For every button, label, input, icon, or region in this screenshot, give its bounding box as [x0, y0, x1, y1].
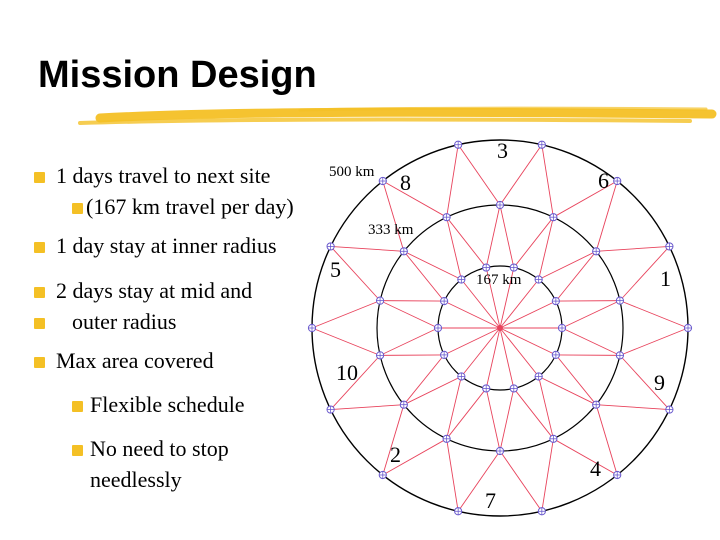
outer-radius-label: 500 km — [329, 164, 375, 180]
mid-site-marker — [443, 435, 450, 442]
route-segment — [444, 328, 500, 355]
bullet-text-5: outer radius — [72, 309, 177, 334]
route-number-4: 4 — [590, 456, 601, 481]
route-segment — [542, 145, 554, 217]
route-number-10: 10 — [336, 360, 358, 385]
bullet-text-6: Max area covered — [56, 348, 214, 373]
bullet-text-2: (167 km travel per day) — [86, 194, 294, 219]
route-segment — [500, 205, 514, 268]
mid-site-marker — [496, 201, 503, 208]
mid-site-marker — [376, 352, 383, 359]
outer-site-marker — [327, 243, 334, 250]
route-segment — [331, 246, 404, 251]
mid-site-marker — [550, 214, 557, 221]
inner-site-marker — [483, 264, 490, 271]
inner-site-marker — [552, 297, 559, 304]
route-segment — [596, 405, 669, 410]
mid-site-marker — [400, 248, 407, 255]
mid-site-marker — [593, 248, 600, 255]
inner-radius-label: 167 km — [476, 272, 522, 288]
route-segment — [500, 388, 514, 451]
outer-site-marker — [379, 471, 386, 478]
outer-site-marker — [614, 471, 621, 478]
outer-site-marker — [538, 141, 545, 148]
route-number-9: 9 — [654, 370, 665, 395]
mid-site-marker — [376, 297, 383, 304]
route-number-5: 5 — [330, 257, 341, 282]
inner-site-marker — [483, 385, 490, 392]
route-number-7: 7 — [485, 488, 496, 513]
route-segment — [620, 328, 688, 355]
route-segment — [486, 205, 500, 268]
route-segment — [539, 376, 597, 404]
route-segment — [500, 301, 556, 328]
outer-site-marker — [379, 177, 386, 184]
inner-site-marker — [535, 276, 542, 283]
inner-site-marker — [510, 264, 517, 271]
bullet-text-8-line-1: No need to stop — [90, 436, 229, 461]
bullet-text-1: 1 days travel to next site — [56, 163, 271, 188]
route-segment — [380, 301, 438, 328]
mid-site-marker — [616, 297, 623, 304]
mid-site-marker — [593, 401, 600, 408]
inner-site-marker — [510, 385, 517, 392]
outer-site-marker — [666, 406, 673, 413]
route-segment — [404, 251, 444, 301]
route-segment — [444, 301, 500, 328]
route-segment — [500, 328, 556, 355]
route-segment — [486, 388, 500, 451]
route-segment — [539, 251, 597, 279]
inner-site-marker — [552, 351, 559, 358]
inner-site-marker — [441, 297, 448, 304]
outer-site-marker — [308, 324, 315, 331]
route-segment — [556, 251, 596, 301]
route-number-1: 1 — [660, 266, 671, 291]
mid-site-marker — [443, 214, 450, 221]
route-number-8: 8 — [400, 170, 411, 195]
bullet-text-4: 2 days stay at mid and — [56, 278, 253, 303]
inner-site-marker — [458, 276, 465, 283]
mid-site-marker — [400, 401, 407, 408]
route-number-6: 6 — [598, 168, 609, 193]
route-segment — [620, 301, 688, 328]
center-start-point — [497, 325, 503, 331]
inner-site-marker — [458, 373, 465, 380]
route-segment — [331, 405, 404, 410]
outer-site-marker — [538, 508, 545, 515]
route-number-3: 3 — [497, 138, 508, 163]
route-segment — [404, 376, 462, 404]
route-segment — [458, 145, 500, 205]
route-segment — [562, 301, 620, 328]
route-segment — [380, 328, 438, 355]
mid-site-marker — [616, 352, 623, 359]
outer-site-marker — [684, 324, 691, 331]
inner-site-marker — [441, 351, 448, 358]
route-segment — [542, 439, 554, 511]
mid-radius-label: 333 km — [368, 222, 414, 238]
route-segment — [556, 355, 596, 405]
outer-site-marker — [327, 406, 334, 413]
route-number-2: 2 — [390, 442, 401, 467]
outer-site-marker — [455, 141, 462, 148]
route-segment — [447, 439, 459, 511]
inner-site-marker — [558, 324, 565, 331]
route-segment — [500, 451, 542, 511]
outer-site-marker — [614, 177, 621, 184]
bullet-text-7: Flexible schedule — [90, 392, 245, 417]
route-segment — [562, 328, 620, 355]
outer-site-marker — [666, 243, 673, 250]
inner-site-marker — [434, 324, 441, 331]
route-segment — [404, 355, 444, 405]
outer-site-marker — [455, 508, 462, 515]
inner-site-marker — [535, 373, 542, 380]
mid-site-marker — [496, 447, 503, 454]
route-segment — [312, 328, 380, 355]
route-segment — [404, 251, 462, 279]
bullet-text-8-line-2: needlessly — [90, 467, 182, 492]
mid-site-marker — [550, 435, 557, 442]
route-segment — [447, 145, 459, 217]
slide-title: Mission Design — [38, 54, 317, 96]
bullet-text-3: 1 day stay at inner radius — [56, 233, 277, 258]
route-segment — [312, 301, 380, 328]
route-segment — [596, 246, 669, 251]
